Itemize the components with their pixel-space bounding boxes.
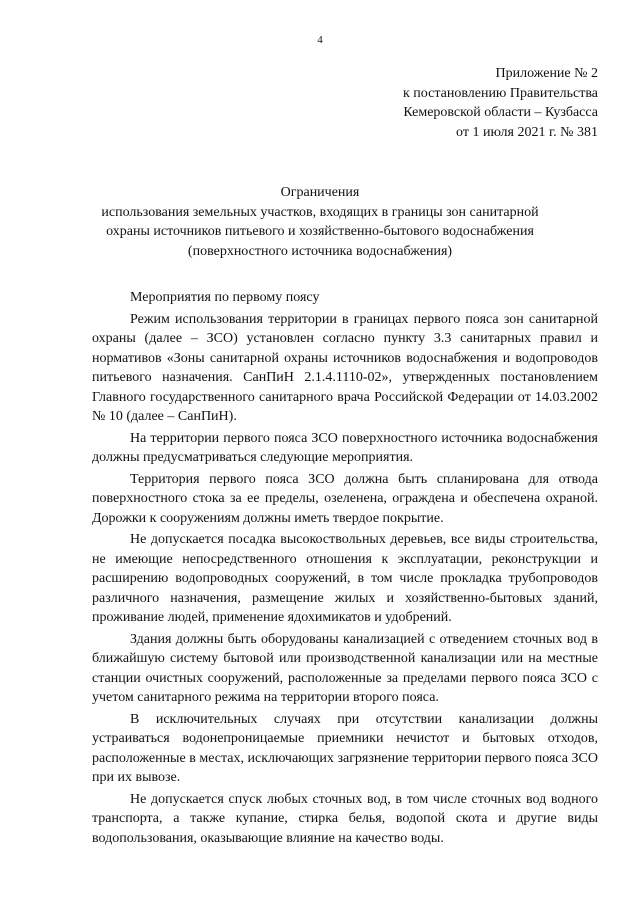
paragraph: Не допускается посадка высокоствольных деревьев, все виды строительства, не имеющие непосредственного отношения к эксплуатации, реконструкции и расширению водопроводных сооружений, в том числе прокладка трубопроводов различного назначения, размещение жилых и хозяйственно-бытовых зданий, проживание людей, применение ядохимикатов и удобрений. bbox=[92, 532, 598, 625]
title-line: использования земельных участков, входящих в границы зон санитарной bbox=[101, 204, 539, 220]
annex-block bbox=[330, 64, 598, 142]
document-body bbox=[92, 288, 598, 850]
title-line: охраны источников питьевого и хозяйственно-бытового водоснабжения bbox=[106, 224, 534, 239]
paragraph: Здания должны быть оборудованы канализацией с отведением сточных вод в ближайшую систему бытовой или производственной канализации или на местные станции очистных сооружений, расположенные за пределами первого пояса ЗСО с учетом санитарного режима на территории второго пояса. bbox=[92, 631, 598, 705]
section-heading: Мероприятия по первому поясу bbox=[130, 290, 320, 305]
paragraph: Не допускается спуск любых сточных вод, в том числе сточных вод водного транспорта, а также купание, стирка белья, водопой скота и другие виды водопользования, оказывающие влияние на качество воды. bbox=[92, 791, 598, 846]
paragraph: Территория первого пояса ЗСО должна быть спланирована для отвода поверхностного стока за ее пределы, озеленена, ограждена и обеспечена охраной. Дорожки к сооружениям должны иметь твердое покрытие. bbox=[92, 471, 598, 526]
annex-line: от 1 июля 2021 г. № 381 bbox=[456, 124, 598, 140]
paragraph: В исключительных случаях при отсутствии канализации должны устраиваться водонепроницаемые приемники нечистот и бытовых отходов, расположенные в местах, исключающих загрязнение территории первого пояса ЗСО при их вывозе. bbox=[92, 711, 598, 785]
annex-line: Кемеровской области – Кузбасса bbox=[403, 105, 598, 120]
title-line: Ограничения bbox=[280, 185, 360, 200]
annex-line: к постановлению Правительства bbox=[402, 85, 598, 101]
paragraph: На территории первого пояса ЗСО поверхностного источника водоснабжения должны предусматриваться следующие мероприятия. bbox=[92, 430, 598, 465]
annex-line: Приложение № 2 bbox=[495, 66, 598, 81]
paragraph: Режим использования территории в границах первого пояса зон санитарной охраны (далее – ЗСО) установлен согласно пункту 3.3 санитарных правил и нормативов «Зоны санитарной охраны источников водоснабжения и водопроводов питьевого назначения. СанПиН 2.1.4.1110-02», утвержденных постановлением Главного государственного санитарного врача Российской Федерации от 14.03.2002 № 10 (далее – СанПиН). bbox=[92, 311, 598, 424]
title-line: (поверхностного источника водоснабжения) bbox=[187, 243, 453, 259]
page-number: 4 bbox=[317, 34, 323, 46]
document-title bbox=[95, 183, 545, 261]
